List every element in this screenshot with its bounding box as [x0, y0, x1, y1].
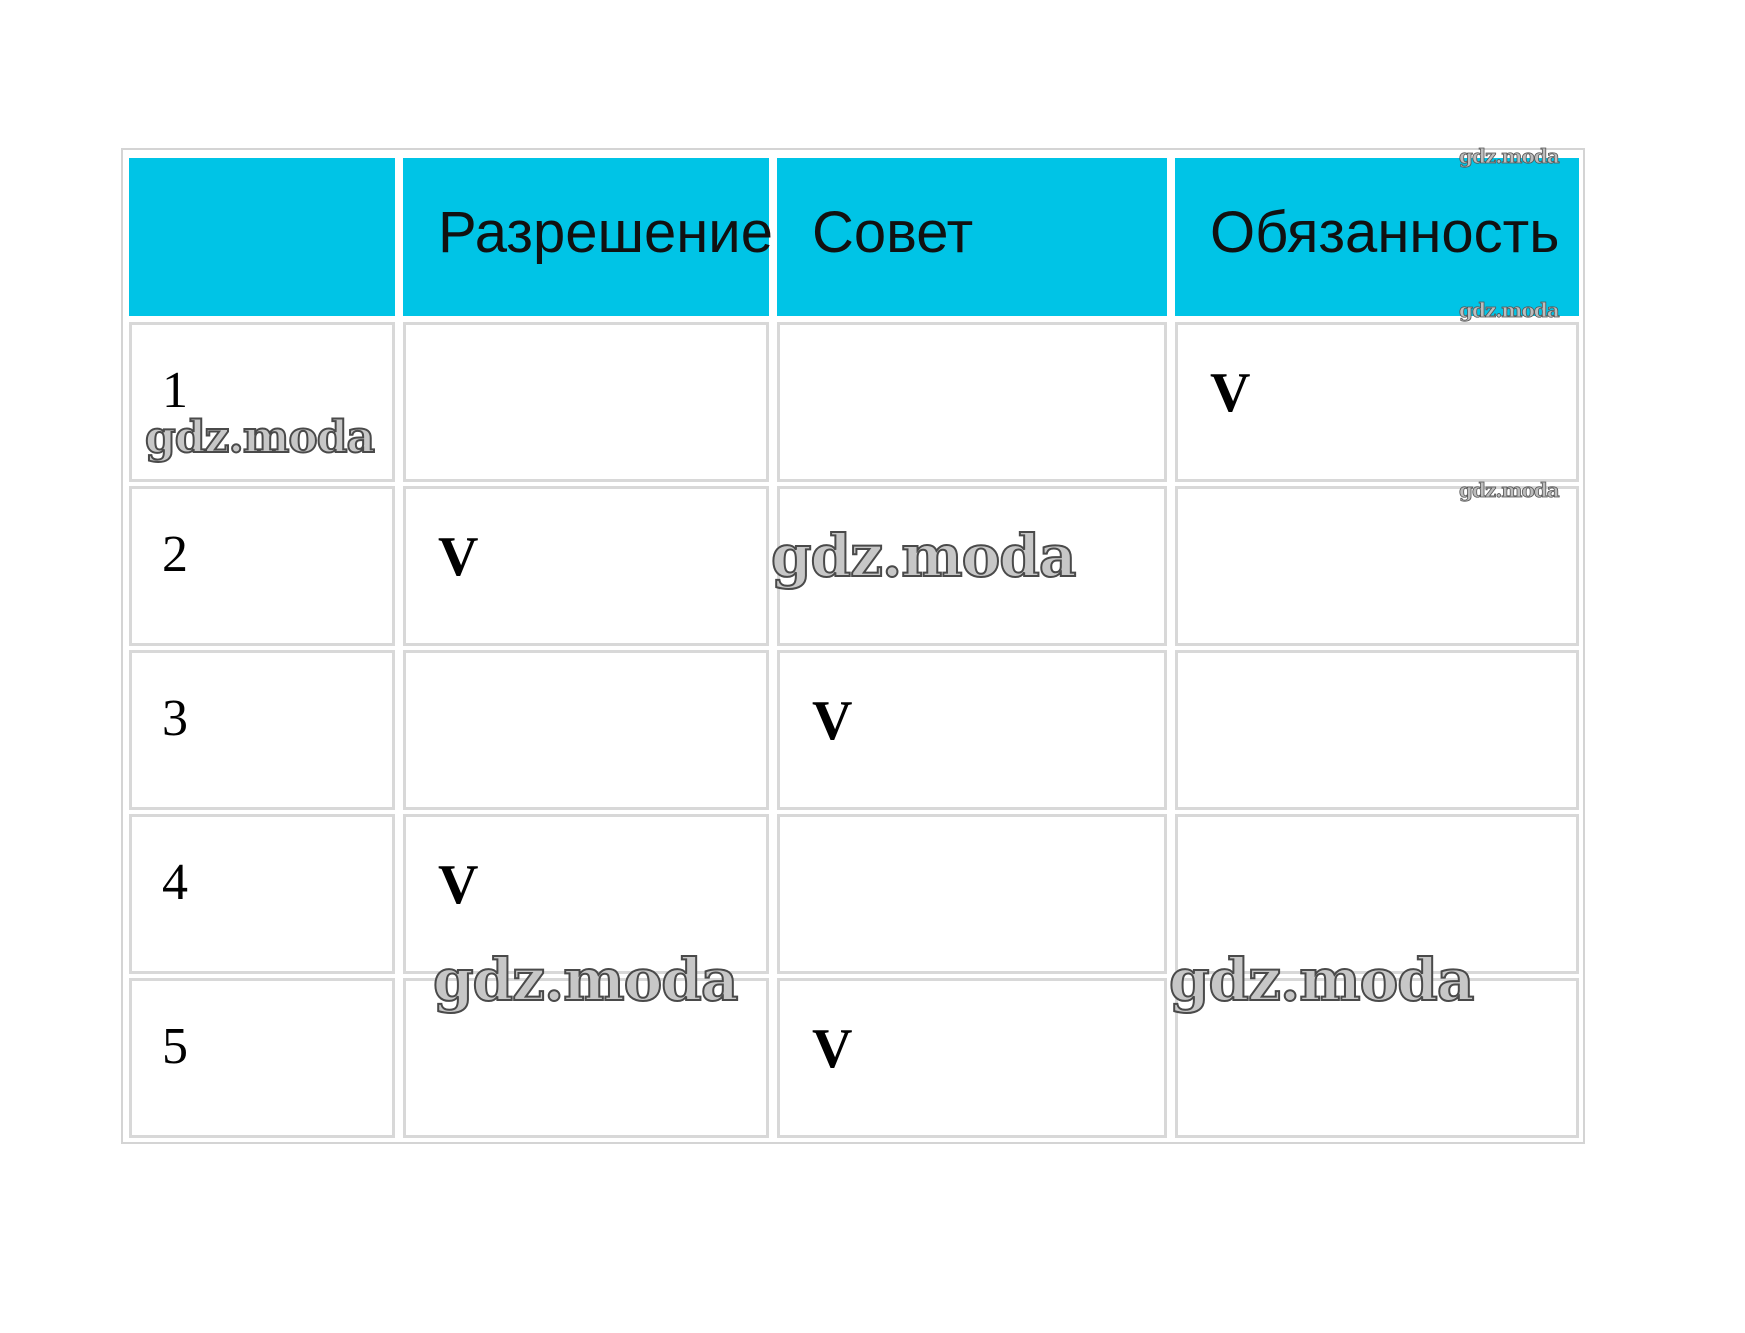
row-number-cell [129, 650, 395, 810]
row-number-cell [129, 814, 395, 974]
header-label: Разрешение [438, 200, 773, 265]
table-cell [403, 814, 769, 974]
watermark: gdz.moda [771, 522, 1076, 590]
table-cell [777, 814, 1167, 974]
answer-table [121, 144, 1585, 1144]
row-number: 1 [162, 362, 188, 419]
watermark: gdz.moda [145, 412, 375, 463]
table-cell [1175, 814, 1579, 974]
table-cell [777, 486, 1167, 646]
row-number: 5 [162, 1018, 188, 1075]
watermark: gdz.moda [1459, 478, 1559, 502]
check-mark: V [438, 526, 479, 588]
header-cell-obligation [1175, 158, 1579, 316]
check-mark: V [438, 854, 479, 916]
row-number: 4 [162, 854, 188, 911]
row-number: 3 [162, 690, 188, 747]
row-number-cell [129, 486, 395, 646]
header-label: Обязанность [1210, 200, 1560, 265]
table-cell [403, 978, 769, 1138]
watermark: gdz.moda [1169, 946, 1474, 1014]
table-cell [403, 650, 769, 810]
row-number-cell [129, 322, 395, 482]
header-label: Совет [812, 200, 974, 265]
table-cell [777, 978, 1167, 1138]
table-cell [1175, 978, 1579, 1138]
watermark: gdz.moda [1459, 144, 1559, 168]
watermark: gdz.moda [433, 946, 738, 1014]
table-cell [777, 322, 1167, 482]
table-cell [403, 322, 769, 482]
row-number-cell [129, 978, 395, 1138]
row-number: 2 [162, 526, 188, 583]
table-cell [1175, 650, 1579, 810]
table-cell [403, 486, 769, 646]
check-mark: V [1210, 362, 1251, 424]
header-cell-empty [129, 158, 395, 316]
header-cell-advice [777, 158, 1167, 316]
table-cell [1175, 486, 1579, 646]
check-mark: V [812, 1018, 853, 1080]
check-mark: V [812, 690, 853, 752]
table-cell [1175, 322, 1579, 482]
header-cell-permission [403, 158, 773, 316]
watermark: gdz.moda [1459, 298, 1559, 322]
table-cell [777, 650, 1167, 810]
